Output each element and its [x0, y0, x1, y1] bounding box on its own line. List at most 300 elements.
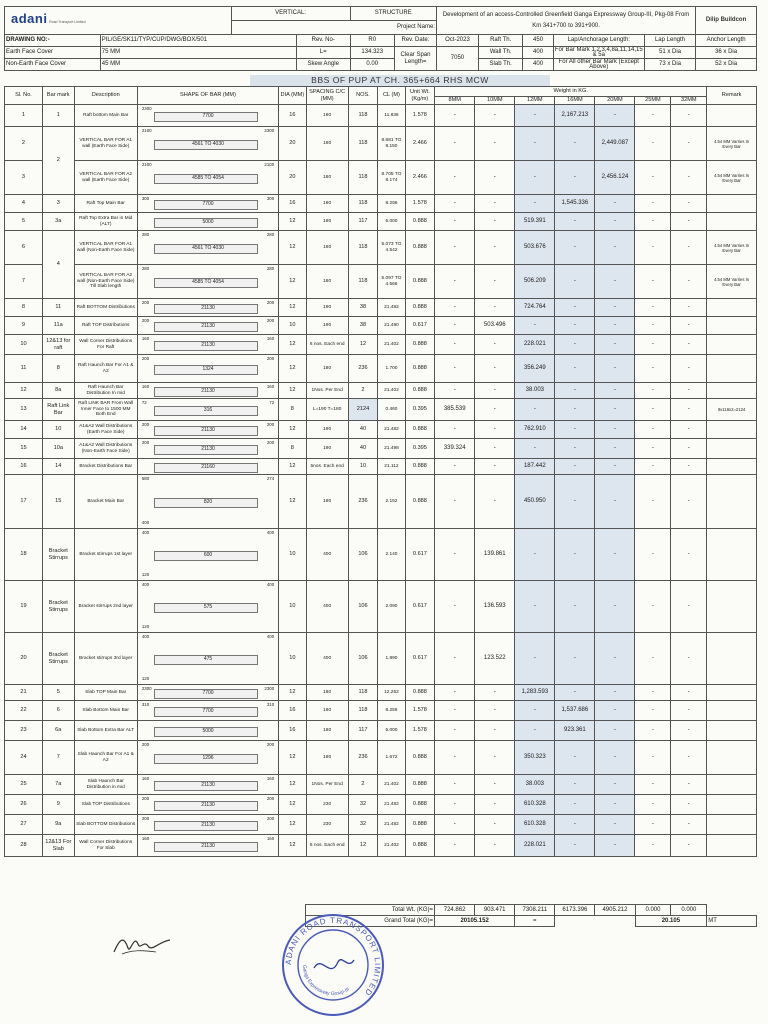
bar-shape-length: 600	[203, 551, 213, 558]
row-unit-wt: 0.888	[405, 775, 435, 795]
bar-shape-dimension: 200	[141, 356, 150, 361]
row-remark	[707, 795, 757, 815]
row-remark	[707, 195, 757, 213]
row-weight-12mm: -	[515, 581, 555, 633]
row-weight-25mm: -	[635, 721, 671, 741]
project-name-label: Project Name:	[231, 21, 436, 35]
row-spacing: 180	[306, 475, 348, 529]
grand-total-kg: 20105.152	[435, 916, 515, 927]
bar-shape-dimension: 400	[266, 582, 275, 587]
row-weight-10mm: -	[475, 475, 515, 529]
row-cl: 21.482	[378, 795, 405, 815]
adani-logo: adani	[11, 10, 48, 26]
row-weight-10mm: -	[475, 335, 515, 355]
row-description: Slab BOTTOM Distributions	[74, 815, 137, 835]
row-spacing: 400	[306, 529, 348, 581]
row-shape	[137, 105, 278, 127]
row-weight-32mm: -	[671, 161, 707, 195]
row-nos: 106	[348, 529, 378, 581]
bar-shape-dimension: 200	[141, 816, 150, 821]
row-weight-16mm: -	[555, 529, 595, 581]
bar-shape-dimension: 160	[266, 336, 275, 341]
row-description: Wall Corner Distributions For Slab	[74, 835, 137, 857]
row-spacing: 230	[306, 795, 348, 815]
row-spacing: 1Nos. Per End	[306, 383, 348, 399]
col-shape: SHAPE OF BAR (MM)	[137, 87, 278, 105]
row-nos: 118	[348, 685, 378, 701]
row-weight-8mm: -	[435, 685, 475, 701]
row-sl: 15	[5, 439, 43, 459]
row-weight-16mm: -	[555, 127, 595, 161]
stamp-outer-text: ADANI ROAD TRANSPORT LIMITED	[283, 915, 383, 998]
row-weight-20mm: -	[595, 299, 635, 317]
row-weight-32mm: -	[671, 815, 707, 835]
row-weight-20mm: -	[595, 459, 635, 475]
bar-shape-length: 5000	[202, 218, 214, 225]
table-row	[5, 383, 757, 399]
row-remark	[707, 529, 757, 581]
row-remark	[707, 685, 757, 701]
lap-length-label: Lap Length	[644, 35, 695, 47]
row-weight-25mm: -	[635, 383, 671, 399]
row-weight-12mm: 506.209	[515, 265, 555, 299]
row-weight-20mm: -	[595, 775, 635, 795]
bar-shape-length: 21130	[201, 842, 215, 849]
lap-note-1: For Bar Mark 1,2,3,4,8a,11,14,15 & 5a	[554, 46, 643, 58]
row-weight-25mm: -	[635, 581, 671, 633]
row-nos: 106	[348, 581, 378, 633]
row-nos: 118	[348, 265, 378, 299]
row-shape	[137, 685, 278, 701]
l-label: L=	[296, 47, 350, 59]
bar-shape-dimension: 2100	[141, 162, 152, 167]
row-weight-8mm: -	[435, 741, 475, 775]
row-weight-10mm: -	[475, 815, 515, 835]
row-description: Slab TOP Distributions	[74, 795, 137, 815]
row-weight-16mm: -	[555, 299, 595, 317]
row-weight-10mm: 503.496	[475, 317, 515, 335]
row-weight-20mm: -	[595, 213, 635, 231]
row-weight-16mm: -	[555, 815, 595, 835]
total-label: Total Wt. (KG)=	[306, 905, 435, 916]
row-weight-12mm: -	[515, 701, 555, 721]
row-cl: 5.000	[378, 213, 405, 231]
row-weight-25mm: -	[635, 795, 671, 815]
row-weight-16mm: 2,167.213	[555, 105, 595, 127]
row-weight-10mm: -	[475, 721, 515, 741]
row-weight-12mm: 610.328	[515, 815, 555, 835]
row-sl: 21	[5, 685, 43, 701]
row-description: Raft BOTTOM Distributions	[74, 299, 137, 317]
row-remark	[707, 721, 757, 741]
row-unit-wt: 0.888	[405, 459, 435, 475]
bar-shape-length: 475	[203, 655, 213, 662]
row-spacing: 6 nos. Each end	[306, 835, 348, 857]
col-bar-mark: Bar mark	[42, 87, 74, 105]
row-remark	[707, 701, 757, 721]
row-description: Slab Haunch Bar Distribution in mid	[74, 775, 137, 795]
row-remark	[707, 741, 757, 775]
bar-shape-dimension: 310	[141, 702, 150, 707]
slab-th-label: Slab Th.	[479, 59, 523, 71]
row-weight-8mm: -	[435, 581, 475, 633]
rev-date: Oct-2023	[436, 35, 478, 47]
drawing-no: PIL/GE/SK11/TYP/CUP/DWG/BOX/501	[100, 35, 296, 47]
row-unit-wt: 1.578	[405, 721, 435, 741]
bbs-table	[4, 86, 757, 857]
row-cl: 21.482	[378, 299, 405, 317]
row-shape	[137, 231, 278, 265]
row-cl: 5.097 TO 4.566	[378, 265, 405, 299]
row-bar-mark: 1	[42, 105, 74, 127]
row-bar-mark: 12&13 For Slab	[42, 835, 74, 857]
row-weight-12mm: 38.003	[515, 775, 555, 795]
row-weight-8mm: -	[435, 127, 475, 161]
row-weight-10mm: -	[475, 299, 515, 317]
row-spacing: 230	[306, 815, 348, 835]
row-cl: 21.402	[378, 835, 405, 857]
row-bar-mark: 7	[42, 741, 74, 775]
row-weight-20mm: -	[595, 383, 635, 399]
row-weight-20mm: -	[595, 795, 635, 815]
row-sl: 13	[5, 399, 43, 421]
table-row	[5, 529, 757, 581]
bar-shape-length: 5000	[202, 727, 214, 734]
row-weight-10mm: -	[475, 383, 515, 399]
total-8mm: 724.862	[435, 905, 475, 916]
row-nos: 118	[348, 105, 378, 127]
row-remark	[707, 105, 757, 127]
row-dia: 8	[279, 399, 306, 421]
row-weight-16mm: -	[555, 581, 595, 633]
row-cl: 2.090	[378, 581, 405, 633]
row-nos: 32	[348, 795, 378, 815]
row-weight-12mm: -	[515, 399, 555, 421]
row-weight-20mm: -	[595, 741, 635, 775]
row-weight-12mm: 228.021	[515, 335, 555, 355]
row-nos: 236	[348, 475, 378, 529]
table-row	[5, 685, 757, 701]
row-unit-wt: 0.888	[405, 299, 435, 317]
row-description: A1&A2 Wall Distributions (Earth Face Side)	[74, 421, 137, 439]
row-weight-8mm: -	[435, 265, 475, 299]
row-weight-12mm: -	[515, 721, 555, 741]
table-row	[5, 633, 757, 685]
row-weight-32mm: -	[671, 317, 707, 335]
row-dia: 12	[279, 459, 306, 475]
table-row	[5, 399, 757, 421]
row-shape	[137, 581, 278, 633]
row-cl: 21.112	[378, 459, 405, 475]
row-unit-wt: 1.578	[405, 701, 435, 721]
bar-shape-dimension: 2100	[264, 162, 275, 167]
row-weight-32mm: -	[671, 383, 707, 399]
col-description: Description	[74, 87, 137, 105]
row-dia: 12	[279, 299, 306, 317]
row-bar-mark: 11	[42, 299, 74, 317]
row-unit-wt: 0.888	[405, 741, 435, 775]
row-weight-25mm: -	[635, 439, 671, 459]
table-row	[5, 581, 757, 633]
row-shape	[137, 459, 278, 475]
table-row	[5, 317, 757, 335]
row-shape	[137, 439, 278, 459]
row-description: Slab Haunch Bar For A1 & A2	[74, 741, 137, 775]
row-spacing: 180	[306, 105, 348, 127]
lap-note-2: For All other Bar Mark (Except Above)	[553, 59, 644, 71]
row-bar-mark: Bracket Stirrups	[42, 633, 74, 685]
row-cl: 21.402	[378, 335, 405, 355]
row-weight-20mm: -	[595, 105, 635, 127]
row-weight-12mm: 519.391	[515, 213, 555, 231]
row-shape	[137, 195, 278, 213]
table-row	[5, 815, 757, 835]
row-weight-20mm: -	[595, 231, 635, 265]
row-weight-20mm: -	[595, 399, 635, 421]
bar-shape-dimension: 200	[266, 796, 275, 801]
row-unit-wt: 0.888	[405, 265, 435, 299]
lap-1: 51 x Dia	[644, 47, 695, 59]
row-weight-16mm: -	[555, 317, 595, 335]
bar-shape-dimension: 200	[266, 440, 275, 445]
row-bar-mark: 10	[42, 421, 74, 439]
row-weight-8mm: -	[435, 721, 475, 741]
bar-shape-dimension: 200	[266, 742, 275, 747]
anchor-length-label: Anchor Length	[696, 35, 757, 47]
bar-shape-dimension: 200	[141, 300, 150, 305]
col-nos: NOS.	[348, 87, 378, 105]
col-32mm: 32MM	[671, 97, 707, 105]
row-weight-32mm: -	[671, 421, 707, 439]
row-bar-mark: 8a	[42, 383, 74, 399]
row-spacing: 190	[306, 421, 348, 439]
row-weight-16mm: 1,537.686	[555, 701, 595, 721]
table-row	[5, 741, 757, 775]
row-shape	[137, 529, 278, 581]
row-weight-25mm: -	[635, 355, 671, 383]
lap-anchor-label: Lap/Anchorage Length:	[553, 35, 644, 47]
row-nos: 118	[348, 127, 378, 161]
row-nos: 40	[348, 421, 378, 439]
row-weight-25mm: -	[635, 741, 671, 775]
row-spacing: 180	[306, 721, 348, 741]
row-weight-32mm: -	[671, 475, 707, 529]
row-shape	[137, 399, 278, 421]
row-weight-10mm: -	[475, 127, 515, 161]
row-weight-8mm: -	[435, 231, 475, 265]
row-remark: 9x118x2=2124	[707, 399, 757, 421]
row-nos: 117	[348, 213, 378, 231]
row-weight-16mm: -	[555, 213, 595, 231]
row-weight-8mm: -	[435, 105, 475, 127]
row-spacing: 6 nos. Each end	[306, 335, 348, 355]
row-description: VERTICAL BAR FOR A1 wall (Earth Face Side)	[74, 127, 137, 161]
row-remark	[707, 835, 757, 857]
row-spacing: 180	[306, 355, 348, 383]
row-weight-8mm: 385.539	[435, 399, 475, 421]
row-dia: 12	[279, 421, 306, 439]
clear-span-label: Clear Span Length=	[394, 47, 436, 71]
bar-shape-length: 21130	[201, 801, 215, 808]
row-weight-32mm: -	[671, 835, 707, 857]
row-spacing: 180	[306, 195, 348, 213]
row-weight-32mm: -	[671, 721, 707, 741]
row-remark: 4.54 MM Varries In Every Bar	[707, 161, 757, 195]
row-weight-25mm: -	[635, 421, 671, 439]
row-weight-8mm: -	[435, 815, 475, 835]
row-dia: 10	[279, 317, 306, 335]
row-description: Bracket Distributions Bar	[74, 459, 137, 475]
row-description: Bracket Main Bar	[74, 475, 137, 529]
row-unit-wt: 0.888	[405, 213, 435, 231]
non-earth: 45 MM	[100, 59, 296, 71]
row-dia: 12	[279, 835, 306, 857]
wall-th-label: Wall Th.	[479, 47, 523, 59]
row-weight-20mm: -	[595, 581, 635, 633]
row-remark: 4.54 MM Varries In Every Bar	[707, 127, 757, 161]
header-table	[4, 6, 757, 71]
bar-shape-dimension: 280	[266, 266, 275, 271]
bar-shape-length: 575	[203, 603, 213, 610]
bar-shape-dimension: 400	[266, 634, 275, 639]
row-bar-mark: 11a	[42, 317, 74, 335]
row-sl: 14	[5, 421, 43, 439]
row-weight-32mm: -	[671, 529, 707, 581]
dbl-logo: Dilip Buildcon	[696, 7, 757, 35]
row-weight-25mm: -	[635, 335, 671, 355]
row-bar-mark: 3a	[42, 213, 74, 231]
bar-shape-length: 4561 TO 4030	[192, 140, 224, 147]
logo-cell	[5, 7, 232, 35]
row-weight-16mm: -	[555, 161, 595, 195]
slab-th: 400	[523, 59, 553, 71]
row-weight-25mm: -	[635, 213, 671, 231]
bar-shape-length: 4585 TO 4054	[192, 174, 224, 181]
row-dia: 16	[279, 701, 306, 721]
row-remark	[707, 421, 757, 439]
row-sl: 6	[5, 231, 43, 265]
vertical-label: VERTICAL:	[231, 7, 350, 21]
row-weight-20mm: -	[595, 265, 635, 299]
row-weight-32mm: -	[671, 299, 707, 317]
vertical-value: STRUCTURE	[350, 7, 436, 21]
row-weight-8mm: -	[435, 161, 475, 195]
row-nos: 118	[348, 161, 378, 195]
row-weight-25mm: -	[635, 105, 671, 127]
row-remark	[707, 815, 757, 835]
bar-shape-length: 21130	[201, 341, 215, 348]
bar-shape-length: 21130	[201, 821, 215, 828]
row-sl: 28	[5, 835, 43, 857]
row-spacing: 5nos. Each end	[306, 459, 348, 475]
total-20mm: 4905.212	[595, 905, 635, 916]
row-weight-25mm: -	[635, 459, 671, 475]
col-12mm: 12MM	[515, 97, 555, 105]
row-weight-16mm: 1,545.336	[555, 195, 595, 213]
row-sl: 2	[5, 127, 43, 161]
row-weight-32mm: -	[671, 355, 707, 383]
row-weight-16mm: -	[555, 231, 595, 265]
row-weight-8mm: -	[435, 299, 475, 317]
l-value: 134.323	[350, 47, 394, 59]
row-weight-32mm: -	[671, 127, 707, 161]
row-unit-wt: 0.888	[405, 335, 435, 355]
row-cl: 12.252	[378, 685, 405, 701]
row-remark	[707, 581, 757, 633]
bar-shape-dimension: 160	[266, 776, 275, 781]
row-dia: 20	[279, 161, 306, 195]
drawing-no-label: DRAWING NO:-	[5, 35, 101, 47]
bar-shape-dimension: 2300	[141, 106, 152, 111]
bar-shape-dimension: 400	[141, 530, 150, 535]
row-shape	[137, 383, 278, 399]
row-remark	[707, 475, 757, 529]
row-weight-25mm: -	[635, 775, 671, 795]
row-weight-10mm: 139.861	[475, 529, 515, 581]
row-weight-10mm: -	[475, 399, 515, 421]
row-description: Raft bottom Main Bar	[74, 105, 137, 127]
bar-shape-dimension: 300	[266, 196, 275, 201]
row-weight-8mm: -	[435, 195, 475, 213]
row-unit-wt: 0.395	[405, 399, 435, 421]
row-description: Bracket stirrups 2nd layer	[74, 581, 137, 633]
row-sl: 1	[5, 105, 43, 127]
row-bar-mark: 5	[42, 685, 74, 701]
col-10mm: 10MM	[475, 97, 515, 105]
row-weight-8mm: -	[435, 421, 475, 439]
row-description: Raft Haunch Bar Distribution In mid	[74, 383, 137, 399]
row-weight-25mm: -	[635, 317, 671, 335]
row-weight-10mm: -	[475, 213, 515, 231]
row-sl: 23	[5, 721, 43, 741]
row-unit-wt: 0.888	[405, 795, 435, 815]
row-bar-mark: 6	[42, 701, 74, 721]
bar-shape-dimension: 2300	[141, 686, 152, 691]
row-weight-12mm: 724.764	[515, 299, 555, 317]
bar-shape-dimension: 200	[266, 816, 275, 821]
row-remark	[707, 439, 757, 459]
row-weight-10mm: -	[475, 459, 515, 475]
total-16mm: 6173.396	[555, 905, 595, 916]
row-dia: 12	[279, 231, 306, 265]
row-weight-8mm: -	[435, 701, 475, 721]
col-remark: Remark	[707, 87, 757, 105]
row-remark	[707, 213, 757, 231]
table-row	[5, 701, 757, 721]
bar-shape-length: 7700	[202, 200, 214, 207]
row-bar-mark: 12&13 for raft	[42, 335, 74, 355]
row-sl: 12	[5, 383, 43, 399]
row-description: Bracket stirrups 1st layer	[74, 529, 137, 581]
row-cl: 11.836	[378, 105, 405, 127]
row-weight-32mm: -	[671, 105, 707, 127]
row-weight-32mm: -	[671, 459, 707, 475]
row-weight-25mm: -	[635, 265, 671, 299]
row-weight-10mm: -	[475, 775, 515, 795]
total-12mm: 7308.211	[515, 905, 555, 916]
row-spacing: 1Nos. Per End	[306, 775, 348, 795]
row-weight-12mm: -	[515, 633, 555, 685]
row-weight-20mm: -	[595, 355, 635, 383]
row-bar-mark: 2	[42, 127, 74, 195]
bar-shape-dimension: 200	[141, 796, 150, 801]
row-bar-mark: Raft Link Bar	[42, 399, 74, 421]
row-spacing: 190	[306, 299, 348, 317]
bar-shape-dimension: 280	[266, 232, 275, 237]
row-weight-16mm: -	[555, 265, 595, 299]
row-dia: 10	[279, 581, 306, 633]
row-weight-25mm: -	[635, 633, 671, 685]
